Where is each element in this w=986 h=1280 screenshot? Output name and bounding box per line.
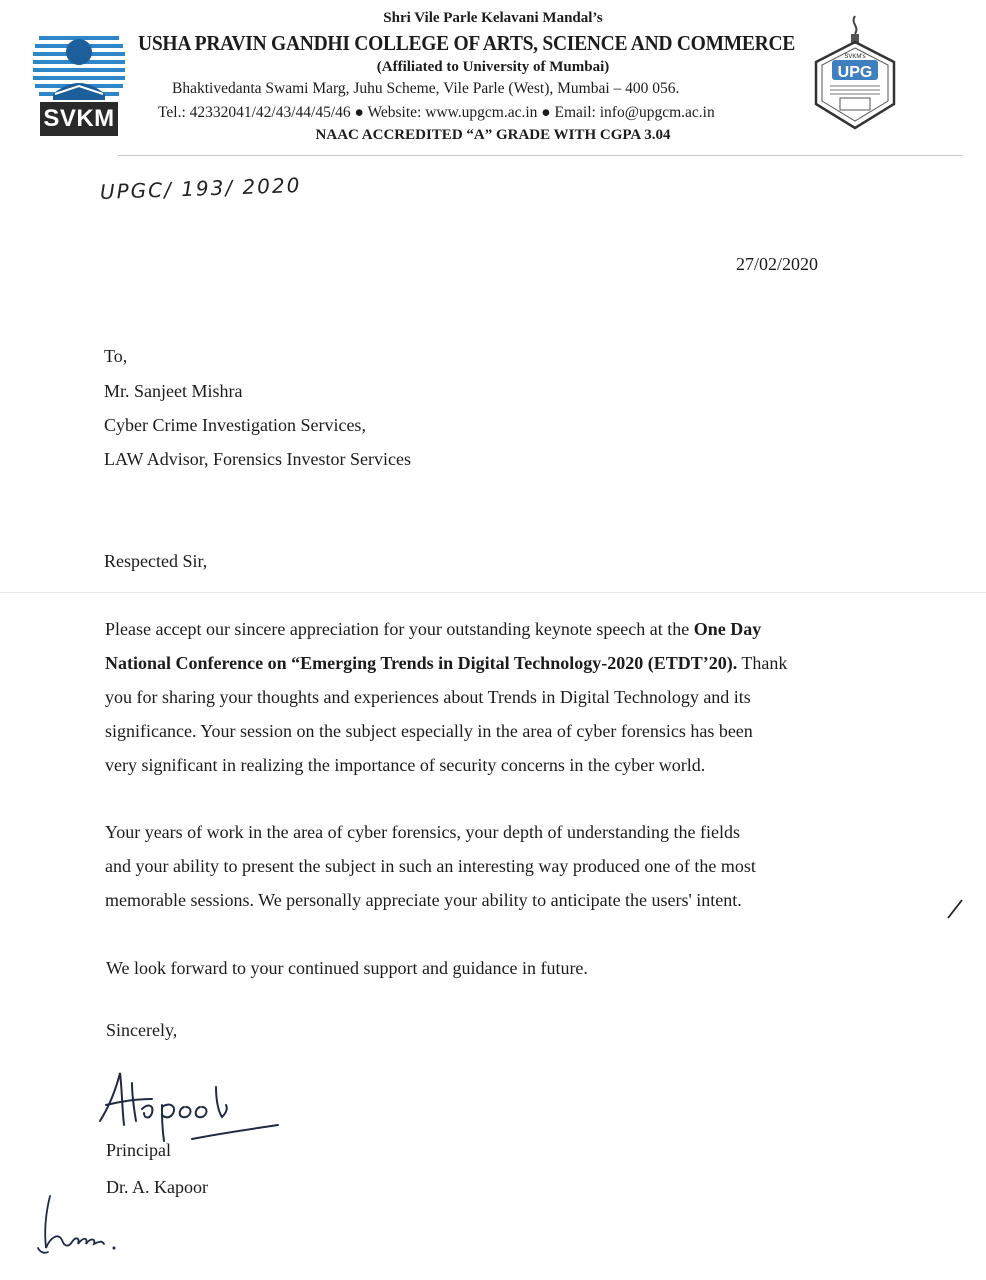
p2-line1: Your years of work in the area of cyber forensics, your depth of understanding the fields <box>105 822 740 842</box>
signatory-name: Dr. A. Kapoor <box>106 1177 208 1197</box>
p1-line2-bold: National Conference on “Emerging Trends in Digital Technology-2020 (ETDT’20). <box>105 653 738 673</box>
p1-line5: very significant in realizing the importance of security concerns in the cyber world. <box>105 755 706 775</box>
recipient-line2: LAW Advisor, Forensics Investor Services <box>104 449 411 469</box>
college-contact: Tel.: 42332041/42/43/44/45/46 ● Website: www.upgcm.ac.in ● Email: info@upgcm.ac.in <box>158 104 715 121</box>
affiliation: (Affiliated to University of Mumbai) <box>376 59 610 75</box>
upg-seal-label: UPG <box>837 64 873 81</box>
p1-line3: you for sharing your thoughts and experiences about Trends in Digital Technology and its <box>105 687 751 707</box>
signatory-title: Principal <box>106 1140 171 1160</box>
letter-date: 27/02/2020 <box>736 254 819 274</box>
recipient-line1: Cyber Crime Investigation Services, <box>104 415 366 435</box>
recipient-name: Mr. Sanjeet Mishra <box>104 381 243 401</box>
p2-line3: memorable sessions. We personally appreciate your ability to anticipate the users' intent. <box>105 890 742 910</box>
paragraph-1 <box>105 612 865 782</box>
letterhead-divider <box>118 155 963 156</box>
reference-number: UPGC/ 193/ 2020 <box>99 172 302 204</box>
trust-name: Shri Vile Parle Kelavani Mandal’s <box>383 10 603 26</box>
closing: Sincerely, <box>106 1020 178 1040</box>
upg-seal-icon <box>812 12 898 132</box>
greeting: Respected Sir, <box>104 551 208 571</box>
margin-mark <box>944 896 966 922</box>
page-fold-line <box>0 592 986 593</box>
recipient-to: To, <box>104 346 128 366</box>
p1-line1-bold: One Day <box>693 619 762 639</box>
p1-line4: significance. Your session on the subject especially in the area of cyber forensics has been <box>105 721 753 741</box>
paragraph-2 <box>105 815 865 917</box>
upg-seal-top-text: SVKM's <box>844 54 866 60</box>
p1-line2-text: Thank <box>737 653 788 673</box>
signature-icon <box>92 1065 282 1145</box>
accreditation: NAAC ACCREDITED “A” GRADE WITH CGPA 3.04 <box>315 127 671 143</box>
paragraph-3: We look forward to your continued support and guidance in future. <box>106 958 588 978</box>
college-address: Bhaktivedanta Swami Marg, Juhu Scheme, Vile Parle (West), Mumbai – 400 056. <box>172 80 680 97</box>
svkm-logo-label: SVKM <box>40 102 118 136</box>
p1-line1-text: Please accept our sincere appreciation for your outstanding keynote speech at the <box>105 619 694 639</box>
college-name: USHA PRAVIN GANDHI COLLEGE OF ARTS, SCIENCE AND COMMERCE <box>138 31 796 55</box>
p2-line2: and your ability to present the subject in such an interesting way produced one of the most <box>105 856 756 876</box>
initial-icon <box>28 1192 118 1262</box>
